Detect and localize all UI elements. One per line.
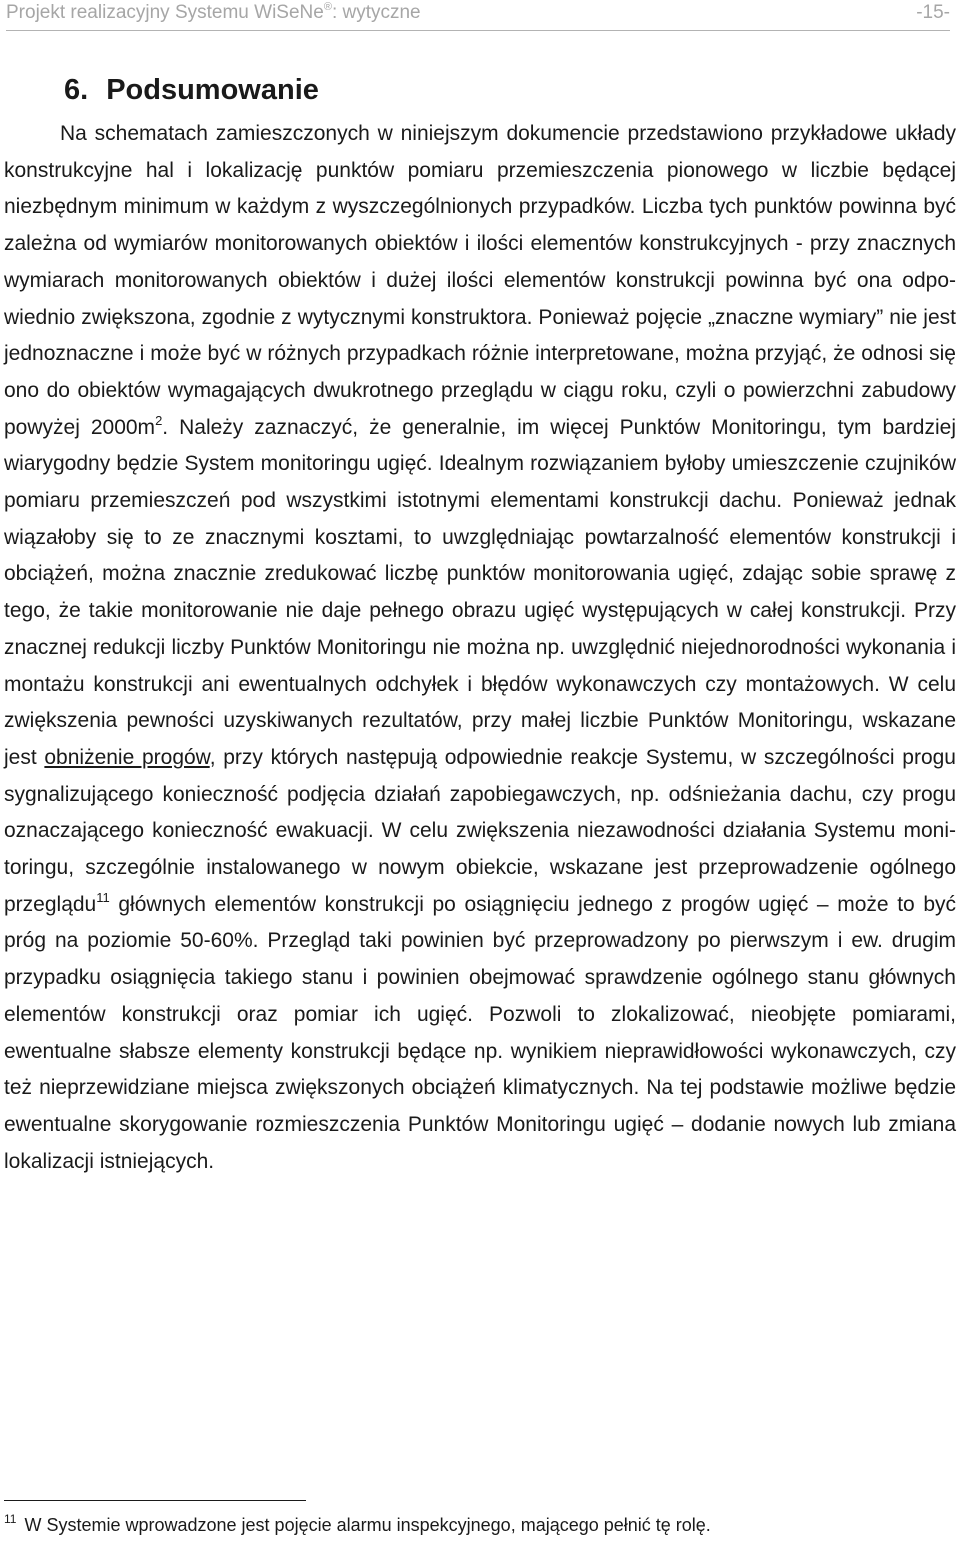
document-title [6,0,421,26]
section-title: Podsumowanie [106,74,319,106]
summary-paragraph [4,116,956,1180]
document-title-text: Projekt realizacyjny Systemu WiSeNe [6,2,324,23]
registered-mark: ® [323,1,332,13]
page-header [6,0,950,31]
paragraph-text-2: . Należy zaznaczyć, że generalnie, im więcej Punktów Monitoringu, tym bardziej wiarygodny będzie System monitoringu ugięć. Idealnym rozwiązaniem byłoby umieszczenie czujników pomiaru przemieszczeń pod wszystkimi istotnymi elementami konstrukcji dachu. Ponieważ jednak wiązałoby się to ze znacznymi kosztami, to uwzględniając powtarzalność elementów konstrukcji i obciążeń, można znacznie zredukować liczbę punktów monitorowania ugięć, zdając sobie sprawę z tego, że takie monitorowanie nie daje pełnego obrazu ugięć występujących w całej konstrukcji. Przy znacznej redukcji liczby Punktów Monitoringu nie można np. uwzględnić niejednorodności wykonania i montażu konstrukcji ani ewentualnych odchyłek i błędów wykonawczych czy montażowych. W celu zwiększenia pewności uzyskiwanych rezultatów, przy małej liczbie Punktów Monitoringu, wskazane jest [4,415,956,769]
paragraph-text-3: , przy których następują odpowiednie reakcje Systemu, w szczególności progu sygnalizującego konieczność podjęcia działań zapobiegawczych, np. odśnieżania dachu, czy progu oznaczającego konieczność ewakuacji. W celu zwiększenia niezawodności działania Systemu monitoringu, szczególnie instalowanego w nowym obiekcie, wskazane jest przeprowadzenie ogólnego przeglądu [4,745,956,916]
section-heading [64,70,319,110]
section-number: 6. [64,74,89,106]
paragraph-text-1: Na schematach zamieszczonych w niniejszym dokumencie przedstawiono przykładowe układy konstrukcyjne hal i lokalizację punktów pomiaru przemieszczenia pionowego w liczbie będącej niezbędnym minimum w każdym z wyszczególnionych przypadków. Liczba tych punktów powinna być zależna od wymiarów monitorowanych obiektów i ilości elementów konstrukcyjnych - przy znacznych wymiarach monitorowanych obiektów i dużej ilości elementów konstrukcji powinna być ona odpowiednio zwiększona, zgodnie z wytycznymi konstruktora. Ponieważ pojęcie „znaczne wymiary” nie jest jednoznaczne i może być w różnych przypadkach różnie interpretowane, można przyjąć, że odnosi się ono do obiektów wymagających dwukrotnego przeglądu w ciągu roku, czyli o powierzchni zabudowy powyżej 2000m [4,122,956,439]
footnote-text: W Systemie wprowadzone jest pojęcie alarmu inspekcyjnego, mającego pełnić tę rolę. [24,1515,711,1535]
footnote-number: 11 [4,1512,17,1526]
footnote-reference[interactable]: 11 [96,889,110,905]
paragraph-text-4: głównych elementów konstrukcji po osiągnięciu jednego z progów ugięć – może to być próg na poziomie 50-60%. Przegląd taki powinien być przeprowadzony po pierwszym i ew. drugim przypadku osiągnięcia takiego stanu i powinien obejmować sprawdzenie ogólnego stanu głównych elementów konstrukcji oraz pomiar ich ugięć. Pozwoli to zlokalizować, nieobjęte pomiarami, ewentualne słabsze elementy konstrukcji będące np. wynikiem nieprawidłowości wykonawczych, czy też nieprzewidziane miejsca zwiększonych obciążeń klimatycznych. Na tej podstawie możliwe będzie ewentualne skorygowanie rozmieszczenia Punktów Monitoringu ugięć – dodanie nowych lub zmiana lokalizacji istniejących. [4,892,956,1173]
document-subtitle: : wytyczne [331,2,421,23]
footnote [4,1512,954,1538]
page-number: -15- [916,2,950,23]
area-superscript: 2 [155,412,163,428]
footnote-divider [4,1500,306,1501]
underlined-phrase: obniżenie progów [44,745,210,769]
